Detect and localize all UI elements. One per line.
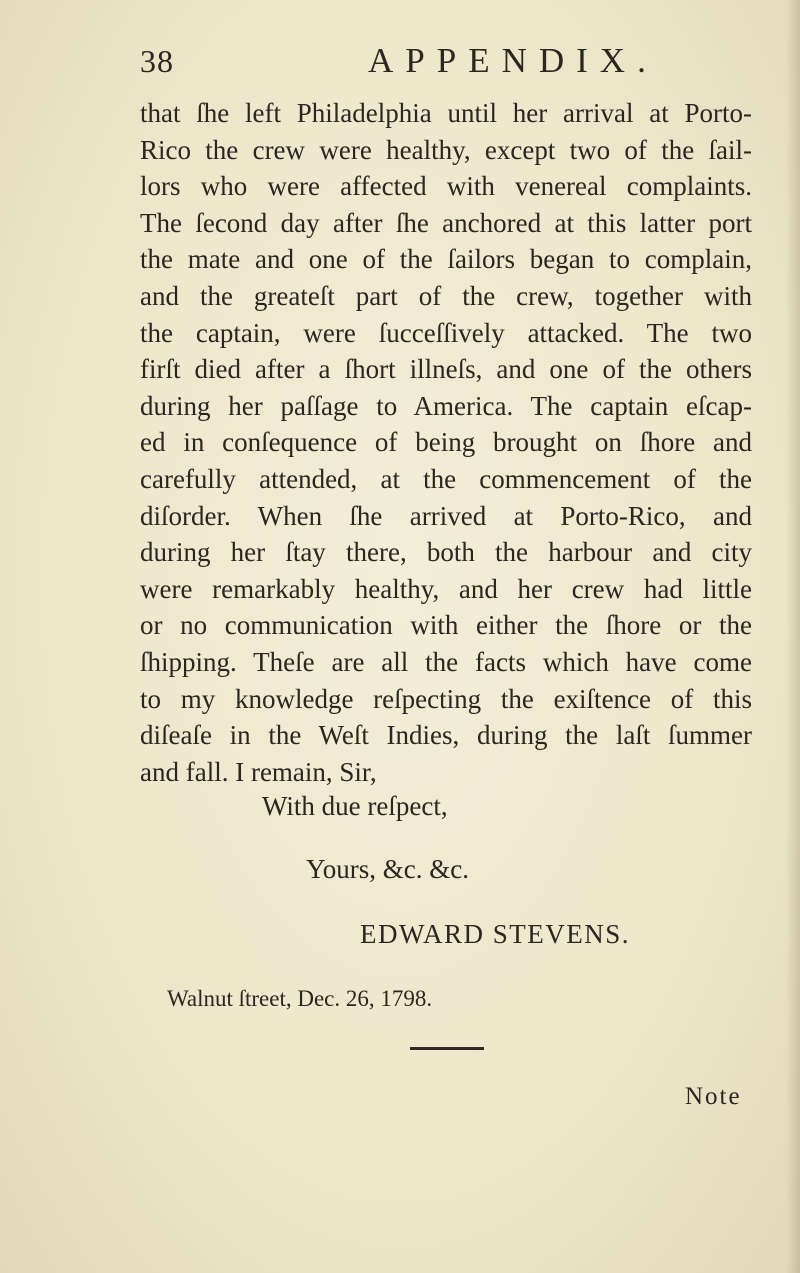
text-line: the mate and one of the ſailors began to complain, [140, 244, 752, 275]
page-header [0, 36, 800, 86]
text-line-last: and fall. I remain, Sir, [140, 756, 377, 787]
text-line: to my knowledge reſpecting the exiſtence of this [140, 683, 752, 714]
text-line: ſhipping. Theſe are all the facts which have come [140, 646, 752, 677]
body-text [140, 95, 752, 790]
text-line: that ſhe left Philadelphia until her arrival at Porto- [140, 98, 752, 128]
text-line: firſt died after a ſhort illneſs, and one of the others [140, 354, 752, 385]
signature: EDWARD STEVENS. [360, 919, 630, 949]
text-line: Rico the crew were healthy, except two of the ſail- [140, 134, 752, 165]
text-line: were remarkably healthy, and her crew had little [140, 573, 752, 604]
text-line: during her paſſage to America. The captain eſcap- [140, 390, 752, 421]
text-line: and the greateſt part of the crew, together with [140, 280, 752, 311]
section-rule [410, 1047, 484, 1050]
closing-yours: Yours, &c. &c. [306, 854, 470, 884]
text-line: diſorder. When ſhe arrived at Porto-Rico, and [140, 500, 752, 531]
dateline: Walnut ſtreet, Dec. 26, 1798. [167, 986, 433, 1011]
text-line: during her ſtay there, both the harbour and city [140, 537, 752, 568]
page-number: 38 [140, 43, 174, 79]
text-line: or no communication with either the ſhore or the [140, 610, 752, 641]
closing-salutation: With due reſpect, [262, 791, 448, 821]
text-line: the captain, were ſucceſſively attacked. The two [140, 317, 752, 348]
text-line: carefully attended, at the commencement of the [140, 463, 752, 494]
text-line: diſeaſe in the Weſt Indies, during the laſt ſummer [140, 720, 752, 751]
catchword: Note [685, 1083, 742, 1110]
running-head: APPENDIX. [368, 41, 658, 80]
text-line: lors who were affected with venereal complaints. [140, 171, 752, 202]
text-line: ed in conſequence of being brought on ſhore and [140, 427, 752, 458]
page-edge-shadow [786, 0, 800, 1273]
text-line: The ſecond day after ſhe anchored at this latter port [140, 207, 752, 238]
